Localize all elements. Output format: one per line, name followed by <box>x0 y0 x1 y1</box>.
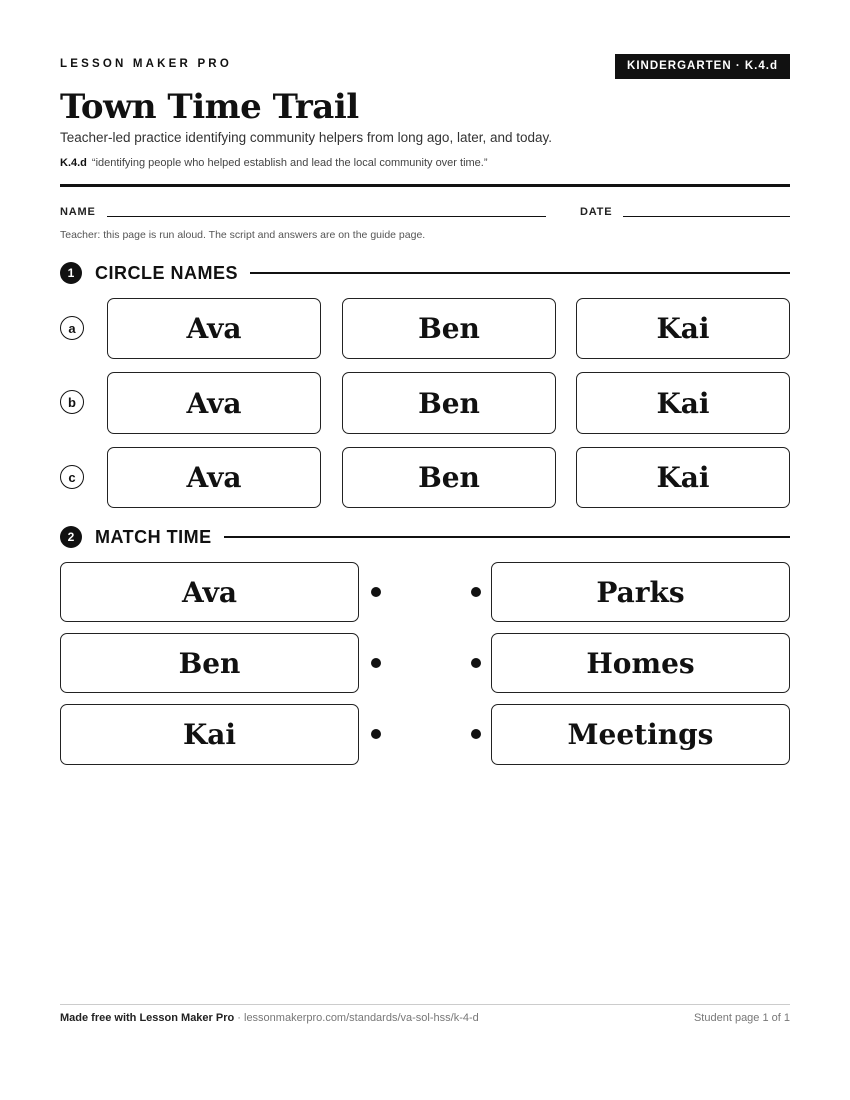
match-left-dot-1[interactable] <box>371 587 381 597</box>
footer-credit <box>60 1012 479 1024</box>
standard-code: K.4.d <box>60 157 87 169</box>
choice-card-c-1[interactable]: Ava <box>107 447 321 508</box>
match-right-card-2[interactable]: Homes <box>491 633 790 693</box>
match-right-card-3[interactable]: Meetings <box>491 704 790 765</box>
match-left-card-2[interactable]: Ben <box>60 633 359 693</box>
choice-card-b-1[interactable]: Ava <box>107 372 321 434</box>
section-title: MATCH TIME <box>95 526 212 547</box>
section-1-header <box>60 261 790 285</box>
page-title: Town Time Trail <box>60 87 359 127</box>
page-indicator: Student page 1 of 1 <box>693 1012 790 1024</box>
row-label-c: c <box>60 465 84 489</box>
section-2-header <box>60 525 790 549</box>
match-left-dot-2[interactable] <box>371 658 381 668</box>
match-left-card-3[interactable]: Kai <box>60 704 359 765</box>
row-label-a: a <box>60 316 84 340</box>
header-divider <box>60 184 790 187</box>
footer-divider <box>60 1004 790 1005</box>
footer-brand: Made free with Lesson Maker Pro <box>60 1012 235 1024</box>
section-number: 2 <box>60 526 82 548</box>
date-label: DATE <box>580 206 613 218</box>
name-label: NAME <box>60 206 96 218</box>
match-right-dot-3[interactable] <box>471 729 481 739</box>
choice-card-b-2[interactable]: Ben <box>342 372 556 434</box>
standard-text: “identifying people who helped establish and lead the local community over time.” <box>91 157 488 169</box>
section-title: CIRCLE NAMES <box>95 262 239 283</box>
standard-line <box>60 157 488 169</box>
match-left-card-1[interactable]: Ava <box>60 562 359 622</box>
match-right-dot-1[interactable] <box>471 587 481 597</box>
teacher-note: Teacher: this page is run aloud. The script and answers are on the guide page. <box>60 229 426 241</box>
date-field[interactable] <box>623 216 790 217</box>
match-right-card-1[interactable]: Parks <box>491 562 790 622</box>
choice-card-b-3[interactable]: Kai <box>576 372 790 434</box>
match-right-dot-2[interactable] <box>471 658 481 668</box>
section-rule <box>224 536 790 538</box>
brand-label: LESSON MAKER PRO <box>60 58 232 70</box>
section-number: 1 <box>60 262 82 284</box>
footer-url[interactable]: lessonmakerpro.com/standards/va-sol-hss/k-4-d <box>244 1012 479 1024</box>
name-field[interactable] <box>107 216 546 217</box>
grade-badge: KINDERGARTEN · K.4.d <box>615 54 790 79</box>
page-subtitle: Teacher-led practice identifying community helpers from long ago, later, and today. <box>60 130 553 145</box>
footer-separator: · <box>234 1012 244 1024</box>
choice-card-a-2[interactable]: Ben <box>342 298 556 359</box>
choice-card-a-3[interactable]: Kai <box>576 298 790 359</box>
row-label-b: b <box>60 390 84 414</box>
match-left-dot-3[interactable] <box>371 729 381 739</box>
choice-card-a-1[interactable]: Ava <box>107 298 321 359</box>
choice-card-c-2[interactable]: Ben <box>342 447 556 508</box>
choice-card-c-3[interactable]: Kai <box>576 447 790 508</box>
section-rule <box>250 272 790 274</box>
